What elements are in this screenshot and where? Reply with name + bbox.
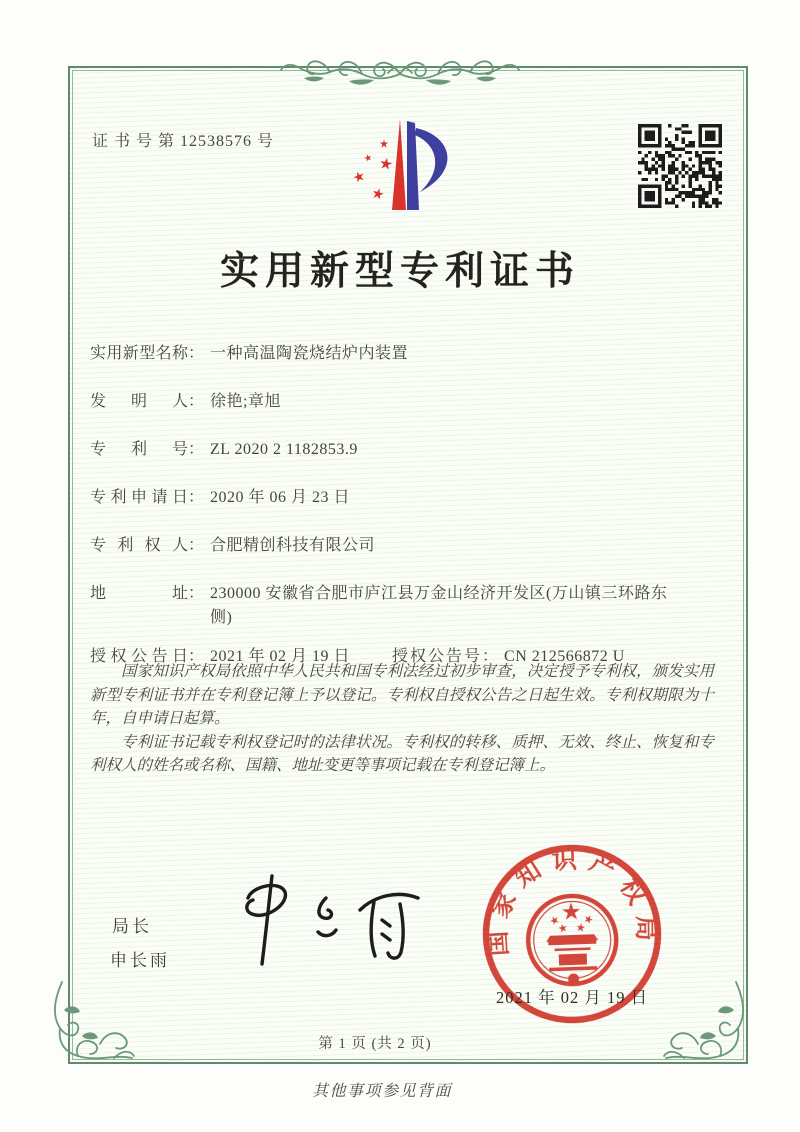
legal-paragraph-2: 专利证书记载专利权登记时的法律状况。专利权的转移、质押、无效、终止、恢复和专利权人的姓名或名称、国籍、地址变更等事项记载在专利登记簿上。 <box>90 733 714 775</box>
signer-title: 局长 <box>112 917 152 936</box>
page-number: 第 1 页 (共 2 页) <box>318 1036 432 1052</box>
signer-name: 申长雨 <box>110 951 170 970</box>
field-value: 合肥精创科技有限公司 <box>210 537 376 554</box>
director-signature-icon <box>222 868 432 978</box>
legal-text <box>90 660 714 778</box>
certificate-title: 实用新型专利证书 <box>219 250 580 293</box>
seal-text: 国家知识产权局 <box>484 846 660 957</box>
field-row-patent-number: 专利号 ： ZL 2020 2 1182853.9 <box>90 436 714 463</box>
field-label: 实用新型名称 <box>90 345 188 362</box>
field-row-grant: 授权公告日 ： 2021 年 02 月 19 日 授权公告号 ： CN 212566872 U <box>90 643 714 670</box>
certificate-number: 证 书 号 第 12538576 号 <box>92 133 275 150</box>
field-row-address: 地址 ： 230000 安徽省合肥市庐江县万金山经济开发区(万山镇三环路东侧) <box>90 580 714 630</box>
seal-date: 2021 年 02 月 19 日 <box>495 988 649 1007</box>
field-value: ZL 2020 2 1182853.9 <box>210 441 358 458</box>
field-label: 发明人 <box>90 393 188 410</box>
field-row-filing-date: 专利申请日 ： 2020 年 06 月 23 日 <box>90 484 714 511</box>
field-label: 地址 <box>90 585 188 602</box>
field-row-utility-model-name: 实用新型名称 ： 一种高温陶瓷烧结炉内装置 <box>90 340 714 367</box>
national-emblem-icon <box>527 894 618 986</box>
field-row-inventor: 发明人 ： 徐艳;章旭 <box>90 388 714 415</box>
field-row-patentee: 专利权人 ： 合肥精创科技有限公司 <box>90 532 714 559</box>
field-value: 2020 年 06 月 23 日 <box>210 489 351 506</box>
grant-number-value: CN 212566872 U <box>504 648 625 665</box>
qr-code <box>638 124 722 208</box>
grant-date-label: 授权公告日 <box>90 648 188 665</box>
field-value: 徐艳;章旭 <box>210 393 281 410</box>
field-value: 一种高温陶瓷烧结炉内装置 <box>210 345 409 362</box>
grant-date-value: 2021 年 02 月 19 日 <box>210 648 351 665</box>
grant-number-label: 授权公告号 <box>392 648 483 665</box>
cnipa-logo-icon <box>336 104 466 228</box>
field-label: 专利申请日 <box>90 489 188 506</box>
field-label: 专利权人 <box>90 537 188 554</box>
certificate-fields <box>90 340 714 691</box>
legal-paragraph-1: 国家知识产权局依照中华人民共和国专利法经过初步审查，决定授予专利权，颁发实用新型专利证书并在专利登记簿上予以登记。专利权自授权公告之日起生效。专利权期限为十年，自申请日起算。 <box>90 663 714 728</box>
field-label: 专利号 <box>90 441 188 458</box>
field-value: 230000 安徽省合肥市庐江县万金山经济开发区(万山镇三环路东侧) <box>210 585 668 626</box>
back-side-note: 其他事项参见背面 <box>312 1083 453 1100</box>
